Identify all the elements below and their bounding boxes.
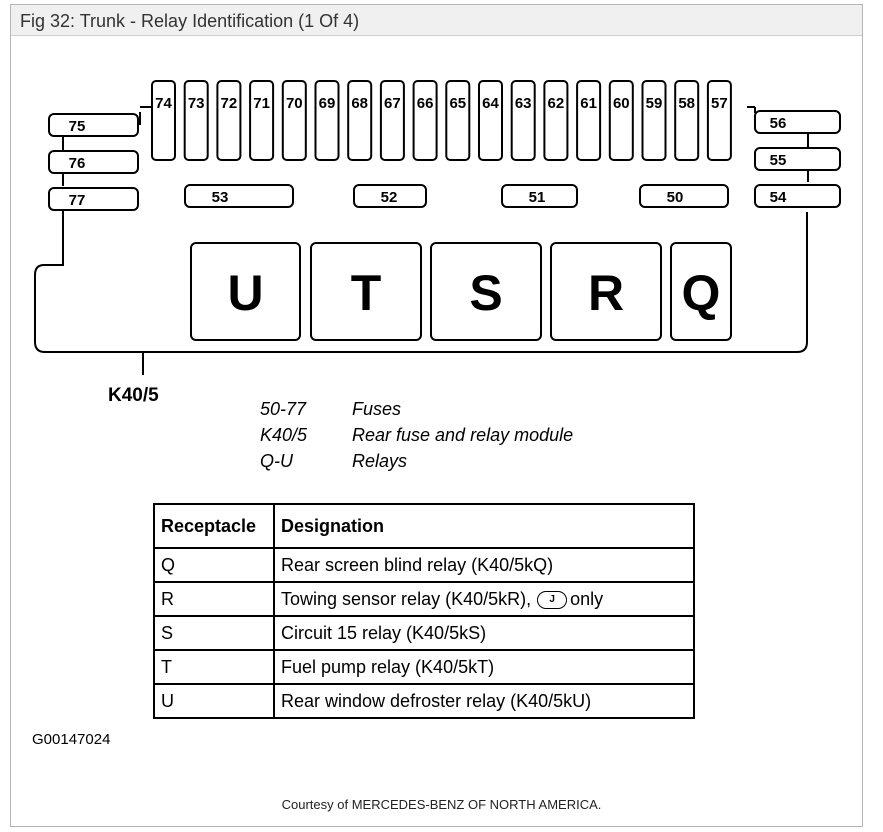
table-row — [154, 582, 694, 616]
fuse-label: 62 — [547, 95, 565, 112]
legend-code: K40/5 — [260, 425, 308, 445]
table-row — [154, 684, 694, 718]
fuse-56 — [755, 111, 840, 133]
fuse-label: 50 — [666, 189, 684, 206]
fuse-label: 59 — [645, 95, 663, 112]
fuse-label: 74 — [155, 95, 172, 112]
relay-label: R — [587, 265, 625, 321]
fuse-72 — [217, 81, 240, 160]
column-header-receptacle: Receptacle — [154, 504, 274, 548]
fuse-54 — [755, 185, 840, 207]
receptacle-cell: S — [154, 616, 274, 650]
designation-cell: Fuel pump relay (K40/5kT) — [274, 650, 694, 684]
fuse-label: 66 — [416, 95, 434, 112]
fuse-label: 54 — [769, 189, 787, 206]
fuse-label: 64 — [482, 95, 499, 112]
fuse-label: 67 — [384, 95, 401, 112]
fuse-69 — [316, 81, 339, 160]
fuse-label: 63 — [514, 95, 532, 112]
fuse-66 — [414, 81, 437, 160]
designation-cell: Rear window defroster relay (K40/5kU) — [274, 684, 694, 718]
table-header-row — [154, 504, 694, 548]
fuse-74 — [152, 81, 175, 160]
fuse-62 — [544, 81, 567, 160]
fuse-label: 71 — [253, 95, 270, 112]
fuse-68 — [348, 81, 371, 160]
column-header-designation: Designation — [274, 504, 694, 548]
fuse-53 — [185, 185, 293, 207]
designation-text: Towing sensor relay (K40/5kR), — [281, 588, 532, 609]
designation-suffix: only — [570, 588, 604, 609]
equipment-code-badge: J — [537, 591, 567, 609]
receptacle-cell: T — [154, 650, 274, 684]
fuse-59 — [643, 81, 666, 160]
fuse-label: 60 — [612, 95, 630, 112]
relay-s — [431, 243, 541, 340]
relay-r — [551, 243, 661, 340]
fuse-70 — [283, 81, 306, 160]
relay-label: Q — [681, 265, 721, 321]
receptacle-cell: R — [154, 582, 274, 616]
legend-code: 50-77 — [260, 399, 307, 419]
receptacle-cell: Q — [154, 548, 274, 582]
graphic-code: G00147024 — [32, 731, 111, 748]
module-label: K40/5 — [108, 385, 159, 406]
fuse-61 — [577, 81, 600, 160]
fuse-label: 68 — [351, 95, 369, 112]
fuse-64 — [479, 81, 502, 160]
fuse-label: 53 — [211, 189, 229, 206]
fuse-73 — [185, 81, 208, 160]
fuse-67 — [381, 81, 404, 160]
fuse-label: 73 — [187, 95, 205, 112]
fuse-label: 56 — [769, 115, 787, 132]
fuse-57 — [708, 81, 731, 160]
fuse-71 — [250, 81, 273, 160]
fuse-77 — [49, 188, 138, 210]
table-row — [154, 650, 694, 684]
designation-cell — [274, 582, 694, 616]
designation-cell: Circuit 15 relay (K40/5kS) — [274, 616, 694, 650]
fuse-label: 75 — [68, 118, 86, 135]
fuse-label: 61 — [580, 95, 597, 112]
relay-t — [311, 243, 421, 340]
fuse-label: 77 — [68, 192, 86, 209]
table-row — [154, 548, 694, 582]
fuse-label: 65 — [449, 95, 467, 112]
fuse-52 — [354, 185, 426, 207]
relay-label: S — [469, 265, 503, 321]
legend-desc: Rear fuse and relay module — [352, 425, 574, 445]
relay-label: U — [227, 265, 264, 321]
fuse-51 — [502, 185, 577, 207]
fuse-label: 58 — [678, 95, 696, 112]
fuse-label: 69 — [318, 95, 336, 112]
fuse-55 — [755, 148, 840, 170]
fuse-label: 72 — [220, 95, 238, 112]
relay-q — [671, 243, 731, 340]
fuse-label: 51 — [528, 189, 546, 206]
legend-code: Q-U — [260, 451, 293, 471]
fuse-50 — [640, 185, 728, 207]
fuse-60 — [610, 81, 633, 160]
table-row — [154, 616, 694, 650]
fuse-63 — [512, 81, 535, 160]
fuse-65 — [446, 81, 469, 160]
figure-title: Fig 32: Trunk - Relay Identification (1 Of 4) — [20, 11, 360, 31]
fuse-label: 52 — [380, 189, 398, 206]
legend-desc: Relays — [352, 451, 408, 471]
courtesy-credit: Courtesy of MERCEDES-BENZ OF NORTH AMERICA. — [281, 797, 602, 812]
receptacle-cell: U — [154, 684, 274, 718]
fuse-label: 76 — [68, 155, 86, 172]
designation-cell: Rear screen blind relay (K40/5kQ) — [274, 548, 694, 582]
fuse-58 — [675, 81, 698, 160]
relay-u — [191, 243, 300, 340]
fuse-76 — [49, 151, 138, 173]
fuse-label: 70 — [285, 95, 303, 112]
relay-label: T — [350, 265, 382, 321]
fuse-label: 57 — [711, 95, 728, 112]
fuse-75 — [49, 114, 138, 136]
receptacle-table — [153, 503, 695, 719]
fuse-label: 55 — [769, 152, 787, 169]
legend-desc: Fuses — [352, 399, 402, 419]
